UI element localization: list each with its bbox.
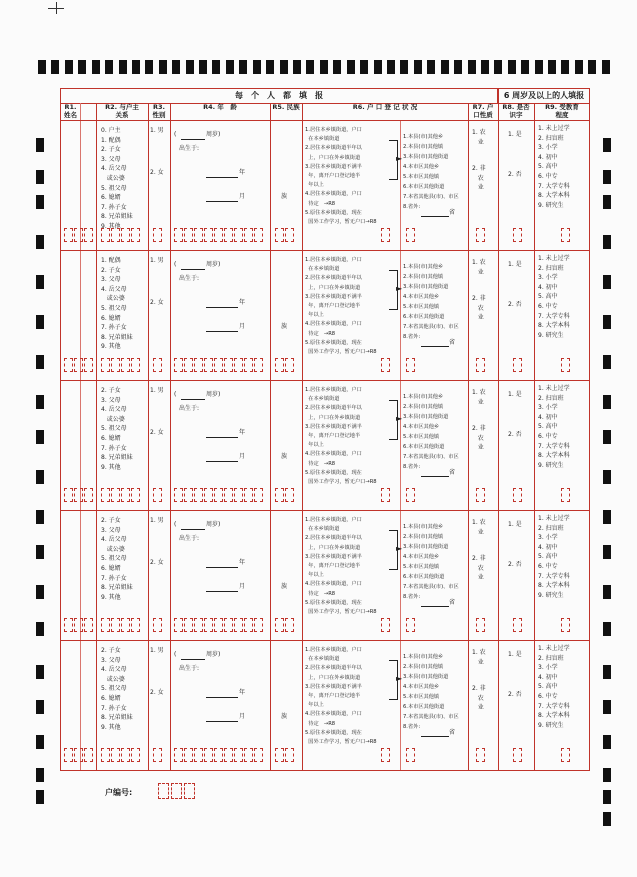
literate-no: 2. 否 <box>508 171 522 178</box>
answer-box[interactable] <box>234 488 243 502</box>
year-label: 年 <box>239 689 246 696</box>
born-label: 出生于: <box>179 405 200 412</box>
month-blank[interactable] <box>206 331 238 332</box>
answer-box[interactable] <box>101 228 110 242</box>
province-blank[interactable] <box>421 216 449 217</box>
month-label: 月 <box>239 453 246 460</box>
age-blank[interactable] <box>181 139 205 140</box>
relation-options: 0. 户主 1. 配偶 2. 子女 3. 父母 4. 岳父母 或公婆 5. 祖父母 6. 媳婿 7. 孙子女 8. 兄弟姐妹 9. 其他 <box>101 127 133 230</box>
answer-box[interactable] <box>64 748 73 762</box>
timing-mark <box>603 430 611 444</box>
month-label: 月 <box>239 583 246 590</box>
hukou-place-options: 1.本县(市)其他乡 2.本县(市)其他镇 3.本县(市)其他街道 4.本市区其他乡 5.本市区其他镇 6.本市区其他街道 7.本省其他县(市)、市区 8.省外: <box>403 264 459 340</box>
timing-mark <box>603 470 611 484</box>
answer-box[interactable] <box>476 488 485 502</box>
answer-box[interactable] <box>224 618 233 632</box>
answer-box[interactable] <box>214 748 223 762</box>
person-block <box>61 120 589 250</box>
answer-box[interactable] <box>381 488 390 502</box>
education-options: 1. 未上过学 2. 扫盲班 3. 小学 4. 初中 5. 高中 6. 中专 7. 大学专科 8. 大学本科 9. 研究生 <box>538 515 570 599</box>
arrow-icon: ► <box>396 544 403 553</box>
relation-options: 2. 子女 3. 父母 4. 岳父母 或公婆 5. 祖父母 6. 媳婿 7. 孙子女 8. 兄弟姐妹 9. 其他 <box>101 387 133 471</box>
answer-box[interactable] <box>74 618 83 632</box>
timing-mark <box>36 315 44 329</box>
answer-box[interactable] <box>224 488 233 502</box>
answer-box[interactable] <box>381 358 390 372</box>
hukou-status-options: 1.居住本乡镇街道，户口 在本乡镇街道 2.居住本乡镇街道半年以 上，户口在外乡镇街道 3.居住本乡镇街道不满半 年，离开户口登记地半 年以上 4.居住本乡镇街道，户口 待定 →R8 5.原住本乡镇街道，现在 国外工作学习，暂无户口→R8 <box>305 127 377 226</box>
born-label: 出生于: <box>179 535 200 542</box>
literate-no: 2. 否 <box>508 691 522 698</box>
ethnic-label: 族 <box>281 453 288 460</box>
answer-box[interactable] <box>174 358 183 372</box>
registration-mark-v <box>56 2 57 14</box>
answer-box[interactable] <box>285 228 294 242</box>
household-number-box[interactable] <box>171 783 182 799</box>
col-r6-hukou: R6. 户 口 登 记 状 况 <box>352 103 418 111</box>
answer-box[interactable] <box>244 228 253 242</box>
answer-box[interactable] <box>184 358 193 372</box>
col-r2-relation: R2. 与户主 关系 <box>105 103 139 119</box>
answer-box[interactable] <box>174 748 183 762</box>
answer-box[interactable] <box>84 228 93 242</box>
answer-box[interactable] <box>561 488 570 502</box>
answer-box[interactable] <box>285 748 294 762</box>
answer-box[interactable] <box>254 228 263 242</box>
age-suffix: 周岁) <box>206 391 221 398</box>
relation-options: 2. 子女 3. 父母 4. 岳父母 或公婆 5. 祖父母 6. 媳婿 7. 孙子女 8. 兄弟姐妹 9. 其他 <box>101 517 133 601</box>
hukou-agri: 1. 农 业 <box>472 389 486 406</box>
province-suffix: 省 <box>449 209 456 216</box>
answer-box[interactable] <box>194 618 203 632</box>
answer-box[interactable] <box>513 748 522 762</box>
answer-box[interactable] <box>234 358 243 372</box>
answer-box[interactable] <box>204 618 213 632</box>
answer-box[interactable] <box>204 748 213 762</box>
household-number-box[interactable] <box>184 783 195 799</box>
top-timing-marks <box>38 60 610 74</box>
timing-mark <box>603 355 611 369</box>
col-r9-education: R9. 受教育 程度 <box>545 103 579 119</box>
timing-mark <box>603 275 611 289</box>
age-open: ( <box>174 131 177 138</box>
answer-box[interactable] <box>561 228 570 242</box>
province-suffix: 省 <box>449 339 456 346</box>
answer-box[interactable] <box>476 618 485 632</box>
answer-box[interactable] <box>64 488 73 502</box>
answer-box[interactable] <box>111 358 120 372</box>
timing-mark <box>36 585 44 599</box>
answer-box[interactable] <box>101 358 110 372</box>
timing-mark <box>603 195 611 209</box>
answer-box[interactable] <box>84 488 93 502</box>
answer-box[interactable] <box>111 228 120 242</box>
hukou-agri: 1. 农 业 <box>472 649 486 666</box>
answer-box[interactable] <box>561 358 570 372</box>
hukou-agri: 1. 农 业 <box>472 129 486 146</box>
timing-mark <box>36 470 44 484</box>
answer-box[interactable] <box>204 228 213 242</box>
answer-box[interactable] <box>121 488 130 502</box>
timing-mark <box>603 315 611 329</box>
col-r5-ethnic: R5. 民族 <box>272 103 300 111</box>
hukou-place-options: 1.本县(市)其他乡 2.本县(市)其他镇 3.本县(市)其他街道 4.本市区其他乡 5.本市区其他镇 6.本市区其他街道 7.本省其他县(市)、市区 8.省外: <box>403 654 459 730</box>
hukou-nonagri: 2. 非 农 业 <box>472 685 486 712</box>
literate-yes: 1. 是 <box>508 651 522 658</box>
arrow-icon: ► <box>396 674 403 683</box>
household-number-label: 户编号: <box>105 788 133 797</box>
col-r7-hukou-type: R7. 户 口性质 <box>472 103 494 119</box>
answer-box[interactable] <box>84 748 93 762</box>
literate-no: 2. 否 <box>508 561 522 568</box>
answer-box[interactable] <box>184 748 193 762</box>
answer-box[interactable] <box>224 228 233 242</box>
answer-box[interactable] <box>234 228 243 242</box>
year-blank[interactable] <box>206 437 238 438</box>
month-label: 月 <box>239 323 246 330</box>
hukou-nonagri: 2. 非 农 业 <box>472 295 486 322</box>
sex-female: 2. 女 <box>150 169 164 176</box>
answer-box[interactable] <box>64 358 73 372</box>
answer-box[interactable] <box>254 358 263 372</box>
age-open: ( <box>174 521 177 528</box>
answer-box[interactable] <box>244 748 253 762</box>
answer-box[interactable] <box>244 358 253 372</box>
month-blank[interactable] <box>206 721 238 722</box>
person-block <box>61 380 589 510</box>
province-blank[interactable] <box>421 736 449 737</box>
answer-box[interactable] <box>406 488 415 502</box>
month-blank[interactable] <box>206 201 238 202</box>
timing-mark <box>603 622 611 636</box>
timing-mark <box>603 768 611 782</box>
answer-box[interactable] <box>84 618 93 632</box>
timing-mark <box>36 622 44 636</box>
answer-box[interactable] <box>131 358 140 372</box>
answer-box[interactable] <box>406 748 415 762</box>
timing-mark <box>603 700 611 714</box>
sex-male: 1. 男 <box>150 517 164 524</box>
timing-mark <box>36 700 44 714</box>
province-blank[interactable] <box>421 476 449 477</box>
literate-no: 2. 否 <box>508 431 522 438</box>
answer-box[interactable] <box>285 488 294 502</box>
person-block <box>61 510 589 640</box>
timing-mark <box>36 510 44 524</box>
timing-mark <box>36 395 44 409</box>
education-options: 1. 未上过学 2. 扫盲班 3. 小学 4. 初中 5. 高中 6. 中专 7. 大学专科 8. 大学本科 9. 研究生 <box>538 645 570 729</box>
answer-box[interactable] <box>184 228 193 242</box>
timing-mark <box>36 235 44 249</box>
hukou-status-options: 1.居住本乡镇街道，户口 在本乡镇街道 2.居住本乡镇街道半年以 上，户口在外乡镇街道 3.居住本乡镇街道不满半 年，离开户口登记地半 年以上 4.居住本乡镇街道，户口 待定 →R8 5.原住本乡镇街道，现在 国外工作学习，暂无户口→R8 <box>305 517 377 616</box>
answer-box[interactable] <box>214 488 223 502</box>
literate-yes: 1. 是 <box>508 131 522 138</box>
answer-box[interactable] <box>224 748 233 762</box>
household-number-box[interactable] <box>158 783 169 799</box>
age-open: ( <box>174 261 177 268</box>
timing-mark <box>36 195 44 209</box>
timing-mark <box>36 768 44 782</box>
answer-box[interactable] <box>174 488 183 502</box>
answer-box[interactable] <box>214 228 223 242</box>
hukou-agri: 1. 农 业 <box>472 519 486 536</box>
year-label: 年 <box>239 559 246 566</box>
timing-mark <box>36 170 44 184</box>
answer-box[interactable] <box>74 228 83 242</box>
answer-box[interactable] <box>174 618 183 632</box>
answer-box[interactable] <box>204 358 213 372</box>
col-r4-age: R4. 年 龄 <box>203 103 237 111</box>
answer-box[interactable] <box>381 748 390 762</box>
answer-box[interactable] <box>194 358 203 372</box>
answer-box[interactable] <box>101 488 110 502</box>
hukou-nonagri: 2. 非 农 业 <box>472 165 486 192</box>
relation-options: 2. 子女 3. 父母 4. 岳父母 或公婆 5. 祖父母 6. 媳婿 7. 孙子女 8. 兄弟姐妹 9. 其他 <box>101 647 133 731</box>
age-suffix: 周岁) <box>206 521 221 528</box>
answer-box[interactable] <box>153 748 162 762</box>
arrow-icon: ► <box>396 154 403 163</box>
ethnic-label: 族 <box>281 713 288 720</box>
answer-box[interactable] <box>254 488 263 502</box>
month-label: 月 <box>239 713 246 720</box>
timing-mark <box>36 545 44 559</box>
answer-box[interactable] <box>121 228 130 242</box>
timing-mark <box>603 235 611 249</box>
age-suffix: 周岁) <box>206 261 221 268</box>
year-label: 年 <box>239 429 246 436</box>
answer-box[interactable] <box>513 358 522 372</box>
person-block <box>61 250 589 380</box>
answer-box[interactable] <box>184 488 193 502</box>
age-suffix: 周岁) <box>206 651 221 658</box>
year-blank[interactable] <box>206 697 238 698</box>
answer-box[interactable] <box>275 228 284 242</box>
timing-mark <box>36 275 44 289</box>
age-open: ( <box>174 391 177 398</box>
education-options: 1. 未上过学 2. 扫盲班 3. 小学 4. 初中 5. 高中 6. 中专 7. 大学专科 8. 大学本科 9. 研究生 <box>538 385 570 469</box>
answer-box[interactable] <box>194 488 203 502</box>
age-open: ( <box>174 651 177 658</box>
answer-box[interactable] <box>406 358 415 372</box>
ethnic-label: 族 <box>281 583 288 590</box>
answer-box[interactable] <box>153 228 162 242</box>
arrow-icon: ► <box>396 284 403 293</box>
answer-box[interactable] <box>285 358 294 372</box>
hukou-agri: 1. 农 业 <box>472 259 486 276</box>
answer-box[interactable] <box>131 228 140 242</box>
answer-box[interactable] <box>513 618 522 632</box>
province-suffix: 省 <box>449 729 456 736</box>
relation-options: 1. 配偶 2. 子女 3. 父母 4. 岳父母 或公婆 5. 祖父母 6. 媳婿 7. 孙子女 8. 兄弟姐妹 9. 其他 <box>101 257 133 351</box>
answer-box[interactable] <box>561 618 570 632</box>
answer-box[interactable] <box>131 488 140 502</box>
province-suffix: 省 <box>449 469 456 476</box>
answer-box[interactable] <box>74 488 83 502</box>
literate-no: 2. 否 <box>508 301 522 308</box>
answer-box[interactable] <box>101 748 110 762</box>
month-blank[interactable] <box>206 461 238 462</box>
timing-mark <box>603 545 611 559</box>
answer-box[interactable] <box>204 488 213 502</box>
answer-box[interactable] <box>224 358 233 372</box>
answer-box[interactable] <box>74 358 83 372</box>
answer-box[interactable] <box>111 488 120 502</box>
sex-female: 2. 女 <box>150 559 164 566</box>
sex-male: 1. 男 <box>150 647 164 654</box>
answer-box[interactable] <box>111 618 120 632</box>
answer-box[interactable] <box>84 358 93 372</box>
answer-box[interactable] <box>121 748 130 762</box>
sex-male: 1. 男 <box>150 257 164 264</box>
answer-box[interactable] <box>64 618 73 632</box>
answer-box[interactable] <box>254 748 263 762</box>
year-label: 年 <box>239 299 246 306</box>
arrow-icon: ► <box>396 414 403 423</box>
year-label: 年 <box>239 169 246 176</box>
answer-box[interactable] <box>275 618 284 632</box>
timing-mark <box>603 812 611 826</box>
answer-box[interactable] <box>131 748 140 762</box>
answer-box[interactable] <box>244 618 253 632</box>
person-block <box>61 640 589 770</box>
literate-yes: 1. 是 <box>508 391 522 398</box>
col-r8-literate: R8. 是否 识字 <box>502 103 530 119</box>
header-title-right: 6 周岁及以上的人填报 <box>497 89 590 104</box>
literate-yes: 1. 是 <box>508 261 522 268</box>
answer-box[interactable] <box>101 618 110 632</box>
timing-mark <box>36 790 44 804</box>
timing-mark <box>36 665 44 679</box>
timing-mark <box>603 665 611 679</box>
answer-box[interactable] <box>234 618 243 632</box>
answer-box[interactable] <box>381 228 390 242</box>
timing-mark <box>36 355 44 369</box>
answer-box[interactable] <box>406 228 415 242</box>
hukou-nonagri: 2. 非 农 业 <box>472 555 486 582</box>
timing-mark <box>603 735 611 749</box>
answer-box[interactable] <box>131 618 140 632</box>
answer-box[interactable] <box>476 228 485 242</box>
answer-box[interactable] <box>561 748 570 762</box>
header-title: 每 个 人 都 填 报 <box>61 89 497 104</box>
answer-box[interactable] <box>254 618 263 632</box>
sex-female: 2. 女 <box>150 299 164 306</box>
answer-box[interactable] <box>476 748 485 762</box>
hukou-place-options: 1.本县(市)其他乡 2.本县(市)其他镇 3.本县(市)其他街道 4.本市区其他乡 5.本市区其他镇 6.本市区其他街道 7.本省其他县(市)、市区 8.省外: <box>403 134 459 210</box>
timing-mark <box>603 585 611 599</box>
sex-female: 2. 女 <box>150 689 164 696</box>
answer-box[interactable] <box>121 358 130 372</box>
hukou-status-options: 1.居住本乡镇街道，户口 在本乡镇街道 2.居住本乡镇街道半年以 上，户口在外乡镇街道 3.居住本乡镇街道不满半 年，离开户口登记地半 年以上 4.居住本乡镇街道，户口 待定 →R8 5.原住本乡镇街道，现在 国外工作学习，暂无户口→R8 <box>305 647 377 746</box>
answer-box[interactable] <box>153 618 162 632</box>
born-label: 出生于: <box>179 275 200 282</box>
answer-box[interactable] <box>513 488 522 502</box>
education-options: 1. 未上过学 2. 扫盲班 3. 小学 4. 初中 5. 高中 6. 中专 7. 大学专科 8. 大学本科 9. 研究生 <box>538 255 570 339</box>
answer-box[interactable] <box>153 488 162 502</box>
hukou-status-options: 1.居住本乡镇街道，户口 在本乡镇街道 2.居住本乡镇街道半年以 上，户口在外乡镇街道 3.居住本乡镇街道不满半 年，离开户口登记地半 年以上 4.居住本乡镇街道，户口 待定 →R8 5.原住本乡镇街道，现在 国外工作学习，暂无户口→R8 <box>305 387 377 486</box>
timing-mark <box>36 138 44 152</box>
age-blank[interactable] <box>181 399 205 400</box>
timing-mark <box>603 790 611 804</box>
hukou-nonagri: 2. 非 农 业 <box>472 425 486 452</box>
timing-mark <box>603 395 611 409</box>
answer-box[interactable] <box>174 228 183 242</box>
answer-box[interactable] <box>234 748 243 762</box>
answer-box[interactable] <box>275 488 284 502</box>
answer-box[interactable] <box>184 618 193 632</box>
answer-box[interactable] <box>111 748 120 762</box>
census-form <box>60 88 590 771</box>
age-blank[interactable] <box>181 659 205 660</box>
answer-box[interactable] <box>194 228 203 242</box>
timing-mark <box>36 430 44 444</box>
col-r3-sex: R3. 性别 <box>152 103 166 119</box>
answer-box[interactable] <box>513 228 522 242</box>
answer-box[interactable] <box>214 358 223 372</box>
answer-box[interactable] <box>476 358 485 372</box>
answer-box[interactable] <box>275 748 284 762</box>
answer-box[interactable] <box>244 488 253 502</box>
timing-mark <box>36 735 44 749</box>
age-blank[interactable] <box>181 269 205 270</box>
literate-yes: 1. 是 <box>508 521 522 528</box>
month-label: 月 <box>239 193 246 200</box>
hukou-status-options: 1.居住本乡镇街道，户口 在本乡镇街道 2.居住本乡镇街道半年以 上，户口在外乡镇街道 3.居住本乡镇街道不满半 年，离开户口登记地半 年以上 4.居住本乡镇街道，户口 待定 →R8 5.原住本乡镇街道，现在 国外工作学习，暂无户口→R8 <box>305 257 377 356</box>
timing-mark <box>603 170 611 184</box>
answer-box[interactable] <box>74 748 83 762</box>
ethnic-label: 族 <box>281 193 288 200</box>
answer-box[interactable] <box>194 748 203 762</box>
answer-box[interactable] <box>406 618 415 632</box>
year-blank[interactable] <box>206 177 238 178</box>
timing-mark <box>603 510 611 524</box>
answer-box[interactable] <box>381 618 390 632</box>
sex-male: 1. 男 <box>150 127 164 134</box>
province-suffix: 省 <box>449 599 456 606</box>
sex-male: 1. 男 <box>150 387 164 394</box>
answer-box[interactable] <box>64 228 73 242</box>
hukou-place-options: 1.本县(市)其他乡 2.本县(市)其他镇 3.本县(市)其他街道 4.本市区其他乡 5.本市区其他镇 6.本市区其他街道 7.本省其他县(市)、市区 8.省外: <box>403 524 459 600</box>
education-options: 1. 未上过学 2. 扫盲班 3. 小学 4. 初中 5. 高中 6. 中专 7. 大学专科 8. 大学本科 9. 研究生 <box>538 125 570 209</box>
answer-box[interactable] <box>153 358 162 372</box>
province-blank[interactable] <box>421 606 449 607</box>
age-suffix: 周岁) <box>206 131 221 138</box>
col-r1-name: R1. 姓名 <box>64 103 77 119</box>
month-blank[interactable] <box>206 591 238 592</box>
born-label: 出生于: <box>179 665 200 672</box>
born-label: 出生于: <box>179 145 200 152</box>
hukou-place-options: 1.本县(市)其他乡 2.本县(市)其他镇 3.本县(市)其他街道 4.本市区其他乡 5.本市区其他镇 6.本市区其他街道 7.本省其他县(市)、市区 8.省外: <box>403 394 459 470</box>
ethnic-label: 族 <box>281 323 288 330</box>
timing-mark <box>603 138 611 152</box>
answer-box[interactable] <box>121 618 130 632</box>
answer-box[interactable] <box>275 358 284 372</box>
province-blank[interactable] <box>421 346 449 347</box>
answer-box[interactable] <box>214 618 223 632</box>
sex-female: 2. 女 <box>150 429 164 436</box>
answer-box[interactable] <box>285 618 294 632</box>
year-blank[interactable] <box>206 567 238 568</box>
age-blank[interactable] <box>181 529 205 530</box>
year-blank[interactable] <box>206 307 238 308</box>
